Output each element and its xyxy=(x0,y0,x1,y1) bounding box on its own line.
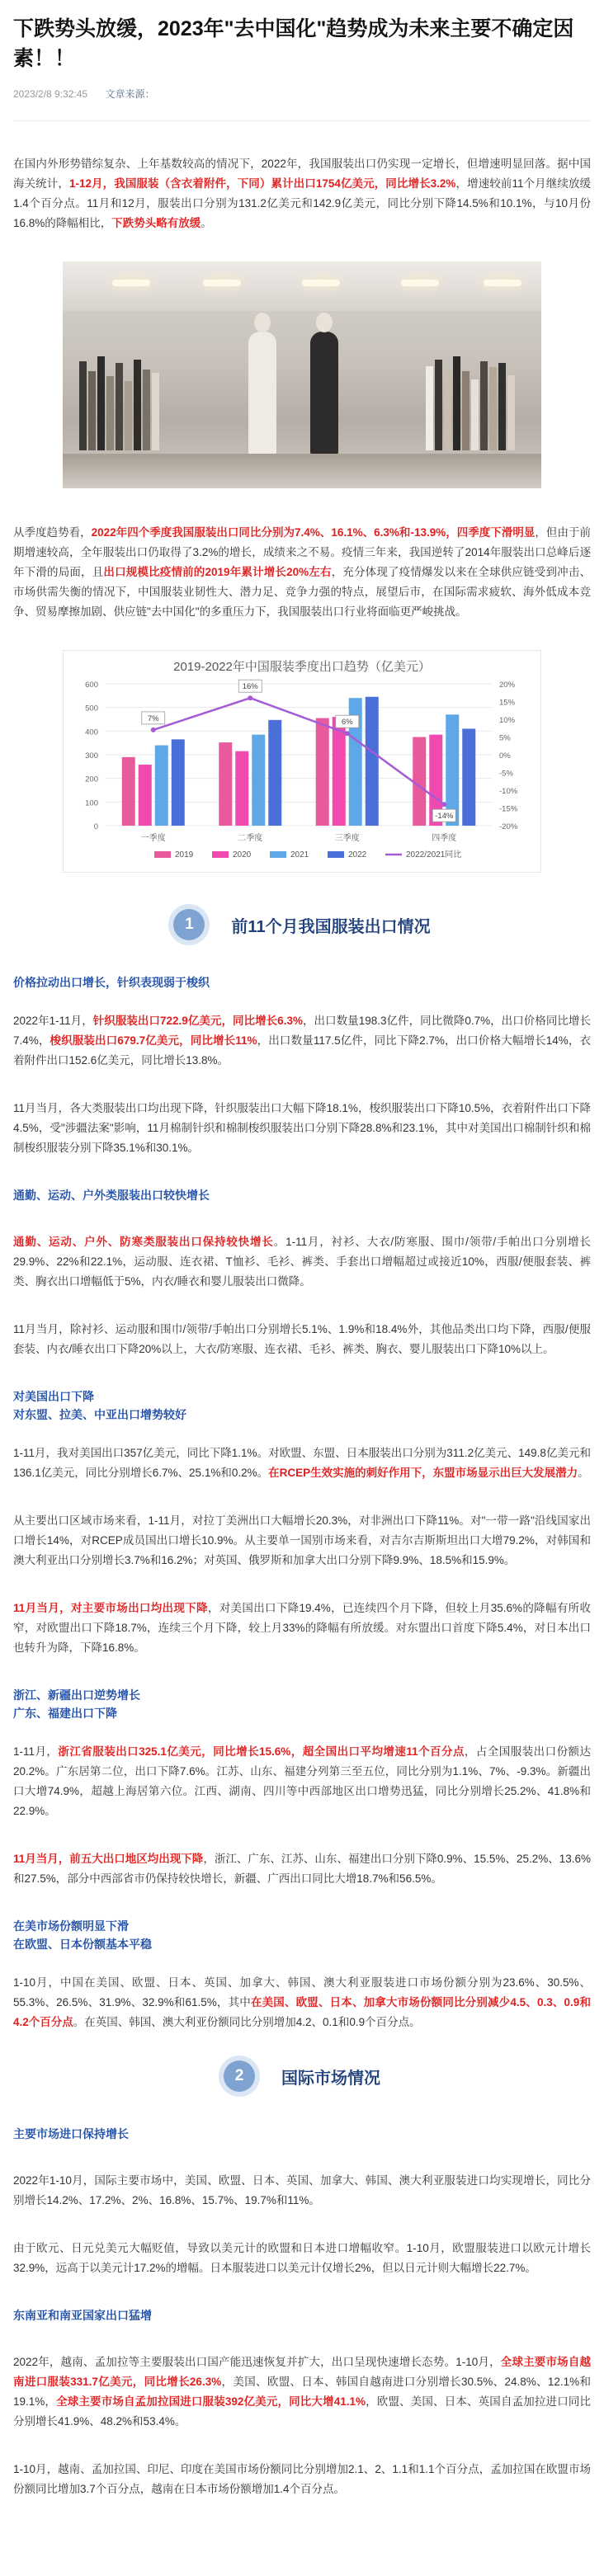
heading-province xyxy=(13,1686,591,1722)
highlight-text: 1-12月，我国服装（含衣着附件，下同）累计出口1754亿美元，同比增长3.2% xyxy=(68,177,456,190)
yoy-point xyxy=(248,695,252,700)
asean-paragraph-1 xyxy=(13,2352,591,2432)
legend-swatch xyxy=(328,851,344,858)
province-paragraph-1 xyxy=(13,1742,591,1821)
y-tick-label: 100 xyxy=(85,798,98,808)
body-text: 。在英国、韩国、澳大利亚份额同比分别增加4.2、0.1和0.9个百分点。 xyxy=(73,2016,421,2028)
body-text: ，出口数量198.3亿件，同比微降0.7%，出口价格同比增长7.4%， xyxy=(13,1015,591,1047)
intro-paragraph-1 xyxy=(13,154,591,233)
x-tick-label: 二季度 xyxy=(238,834,263,843)
bar-2019-二季度 xyxy=(219,742,232,826)
body-text: ，浙江、广东、江苏、山东、福建出口分别下降0.9%、15.5%、25.2%、13.6%和27.5%，部分中西部省市仍保持较快增长，新疆、广西出口同比大增18.7%和56.5%。 xyxy=(13,1853,592,1885)
body-text: ，占全国服装出口份额达20.2%。广东居第二位，出口下降7.6%。江苏、山东、福建分列第三至五位，同比分别为1.1%、7%、-9.3%。新疆出口大增74.9%，超越上海居第六位。江西、湖南、四川等中西部地区出口增势迅猛，同比分别增长25.2%、41.8%和22.9%。 xyxy=(13,1745,591,1817)
chart-x-axis xyxy=(141,832,457,843)
bar-2020-一季度 xyxy=(139,765,152,826)
x-tick-label: 一季度 xyxy=(140,834,166,843)
legend-label: 2021 xyxy=(290,850,309,859)
highlight-text: 11月当月，前五大出口地区均出现下降 xyxy=(13,1853,204,1865)
bar-2021-四季度 xyxy=(446,714,459,826)
photo-floor xyxy=(63,454,541,488)
price-paragraph-1 xyxy=(13,1011,591,1071)
yoy-point xyxy=(345,731,350,736)
y-tick-label: 0 xyxy=(93,822,98,831)
x-tick-label: 四季度 xyxy=(432,834,457,843)
body-text: ，充分体现了疫情爆发以来在全球供应链受到冲击、市场供需失衡的情况下，中国服装业韧性大、潜力足、竞争力强的特点，展望后市，在国际需求疲软、海外低成本竞争、贸易摩擦加剧、供应链"去中国化"的多重压力下，我国服装出口行业将面临更严峻挑战。 xyxy=(13,566,591,618)
body-text: 2022年1-11月， xyxy=(13,1015,93,1027)
bar-2021-一季度 xyxy=(155,746,168,826)
y2-tick-label: -15% xyxy=(499,804,518,814)
y2-tick-label: -10% xyxy=(499,787,518,796)
heading-import: 主要市场进口保持增长 xyxy=(13,2127,129,2140)
publish-date: 2023/2/8 9:32:45 xyxy=(13,88,88,100)
body-text: 2022年，越南、孟加拉等主要服装出口国产能迅速恢复并扩大，出口呈现快速增长态势。1-10月， xyxy=(13,2356,501,2368)
heading-province-line-1: 浙江、新疆出口逆势增长 xyxy=(13,1688,140,1702)
share-paragraph-1 xyxy=(13,1973,591,2032)
photo-lamp xyxy=(401,280,439,286)
highlight-text: 在美国、欧盟、日本、加拿大市场份额同比分别减少4.5、0.3、0.9和4.2个百分点 xyxy=(13,1996,591,2028)
bar-2022-三季度 xyxy=(366,697,379,826)
y-tick-label: 200 xyxy=(85,775,98,784)
province-paragraph-2 xyxy=(13,1849,591,1889)
chart-title: 2019-2022年中国服装季度出口趋势（亿美元） xyxy=(173,660,431,674)
photo-ceiling xyxy=(63,261,541,311)
photo-lamp xyxy=(484,280,521,286)
mannequin xyxy=(248,332,276,455)
bar-2022-二季度 xyxy=(268,720,281,826)
highlight-text: 2022年四个季度我国服装出口同比分别为7.4%、16.1%、6.3%和-13.9%，四季度下滑明显 xyxy=(91,526,536,539)
y2-tick-label: 0% xyxy=(499,751,511,761)
heading-asean: 东南亚和南亚国家出口猛增 xyxy=(13,2309,152,2322)
article-title: 下跌势头放缓，2023年"去中国化"趋势成为未来主要不确定因素！！ xyxy=(13,17,574,70)
heading-sport: 通勤、运动、户外类服装出口较快增长 xyxy=(13,1189,210,1202)
highlight-text: 通勤、运动、户外、防寒类服装出口保持较快增长 xyxy=(13,1236,274,1248)
heading-share xyxy=(13,1917,591,1953)
legend-swatch xyxy=(154,851,171,858)
photo-lamp xyxy=(112,280,150,286)
bar-2019-三季度 xyxy=(316,718,329,826)
photo-lamp xyxy=(203,280,241,286)
yoy-data-label: 7% xyxy=(147,713,159,723)
yoy-data-label: -14% xyxy=(435,812,454,822)
us-paragraph-1 xyxy=(13,1443,591,1483)
y-tick-label: 600 xyxy=(85,680,98,690)
yoy-point xyxy=(151,728,156,732)
highlight-text: 出口规模比疫情前的2019年累计增长20%左右 xyxy=(103,566,332,578)
chart-svg xyxy=(64,651,540,872)
section-1-title: 前11个月我国服装出口情况 xyxy=(231,917,431,936)
y-tick-label: 400 xyxy=(85,728,98,737)
yoy-line xyxy=(153,698,445,804)
highlight-text: 针织服装出口722.9亿美元，同比增长6.3% xyxy=(92,1015,303,1027)
highlight-text: 全球主要市场自越南进口服装331.7亿美元，同比增长26.3% xyxy=(13,2356,591,2388)
highlight-text: 全球主要市场自孟加拉国进口服装392亿美元，同比大增41.1% xyxy=(56,2395,366,2408)
body-text: 。 xyxy=(201,217,212,229)
section-1-header xyxy=(13,909,591,940)
bar-2022-一季度 xyxy=(172,739,185,826)
heading-us xyxy=(13,1387,591,1424)
source-label[interactable]: 文章来源： xyxy=(105,88,155,100)
chart-y-axis xyxy=(85,680,98,831)
chart-legend xyxy=(154,849,461,859)
store-photo xyxy=(63,261,541,488)
sport-paragraph-2: 11月当月，除衬衫、运动服和围巾/领带/手帕出口分别增长5.1%、1.9%和18.4%外，其他品类出口均下降，西服/便服套装、内衣/睡衣出口下降20%以上，大衣/防寒服、连衣裙、毛衫、裤类、胸衣、婴儿服装出口下降10%以上。 xyxy=(13,1323,591,1355)
section-2-title: 国际市场情况 xyxy=(281,2069,380,2088)
article-meta xyxy=(13,87,591,101)
quarterly-export-chart xyxy=(63,650,541,873)
photo-lamp xyxy=(302,280,340,286)
yoy-data-label: 6% xyxy=(341,718,353,728)
chart-line xyxy=(142,680,456,822)
heading-share-line-1: 在美市场份额明显下滑 xyxy=(13,1919,129,1933)
body-text: 1-10月，中国在美国、欧盟、日本、英国、加拿大、韩国、澳大利亚服装进口市场份额分别为23.6%、30.5%、55.3%、26.5%、31.9%、32.9%和61.5%，其中 xyxy=(13,1976,591,2009)
y2-tick-label: 20% xyxy=(499,680,516,690)
highlight-text: 下跌势头略有放缓 xyxy=(111,217,201,229)
section-2-header xyxy=(13,2060,591,2092)
heading-share-line-2: 在欧盟、日本份额基本平稳 xyxy=(13,1938,152,1951)
legend-label: 2022/2021同比 xyxy=(406,850,462,859)
highlight-text: 梭织服装出口679.7亿美元，同比增长11% xyxy=(50,1034,257,1047)
section-2-number: 2 xyxy=(224,2060,255,2092)
bar-2020-二季度 xyxy=(235,751,248,826)
intro-paragraph-2 xyxy=(13,523,591,622)
sport-paragraph-1 xyxy=(13,1232,591,1292)
x-tick-label: 三季度 xyxy=(334,834,360,843)
us-paragraph-2: 从主要出口区域市场来看，1-11月，对拉丁美洲出口大幅增长20.3%，对非洲出口下降11%。对"一带一路"沿线国家出口增长14%，对RCEP成员国出口增长10.9%。从主要单一国别市场来看，对吉尔吉斯斯坦出口大增79.2%，对韩国和澳大利亚出口分别增长3.7%和16.2%；对英国、俄罗斯和加拿大出口分别下降9.9%、18.5%和15.9%。 xyxy=(13,1514,591,1566)
legend-label: 2019 xyxy=(175,850,194,859)
body-text: ，出口数量117.5亿件，同比下降2.7%，出口价格大幅增长14%，衣着附件出口152.6亿美元，同比增长13.8%。 xyxy=(13,1034,591,1067)
y2-tick-label: -20% xyxy=(499,822,518,831)
legend-swatch xyxy=(212,851,229,858)
heading-province-line-2: 广东、福建出口下降 xyxy=(13,1707,117,1720)
clothes-rack xyxy=(426,356,533,455)
mannequin-head xyxy=(316,313,333,332)
mannequin-head xyxy=(254,313,271,332)
mannequin xyxy=(310,332,338,455)
y-tick-label: 300 xyxy=(85,751,98,761)
bar-2019-四季度 xyxy=(413,737,426,826)
yoy-point xyxy=(441,802,446,807)
bar-2022-四季度 xyxy=(462,728,475,826)
yoy-data-label: 16% xyxy=(242,682,258,692)
body-text: ，但由于前期增速较高，全年服装出口仍取得了3.2%的增长，成绩来之不易。疫情三年来，我国逆转了2014年服装出口总峰后逐年下滑的局面，且 xyxy=(13,526,591,578)
us-paragraph-3 xyxy=(13,1599,591,1658)
body-text: 。 xyxy=(578,1467,589,1479)
y2-tick-label: -5% xyxy=(499,769,513,779)
bar-2019-一季度 xyxy=(122,757,135,826)
y2-tick-label: 15% xyxy=(499,698,516,708)
body-text: 。1-11月，衬衫、大衣/防寒服、围巾/领带/手帕出口分别增长29.9%、22%和22.1%，运动服、连衣裙、T恤衫、毛衫、裤类、手套出口增幅超过或接近10%，西服/便服套装、裤类、胸衣出口增幅低于5%，内衣/睡衣和婴儿服装出口微降。 xyxy=(13,1236,591,1288)
body-text: ，美国、欧盟、日本、韩国自越南进口分别增长30.5%、24.8%、12.1%和19.1%， xyxy=(13,2376,591,2408)
price-paragraph-2: 11月当月，各大类服装出口均出现下降，针织服装出口大幅下降18.1%，梭织服装出口下降10.5%，衣着附件出口下降4.5%，受"涉疆法案"影响，11月棉制针织和棉制梭织服装出口分别下降28.8%和23.1%，其中对美国出口棉制针织和棉制梭织服装分别下降35.1%和30.1%。 xyxy=(13,1102,591,1154)
body-text: ，对美国出口下降19.4%，已连续四个月下降，但较上月35.6%的降幅有所收窄，对欧盟出口下降18.7%，连续三个月下降，较上月33%的降幅有所放缓。对东盟出口首度下降5.4%，对日本出口也转升为降，下降16.8%。 xyxy=(13,1602,591,1654)
highlight-text: 11月当月，对主要市场出口均出现下降 xyxy=(13,1602,208,1614)
asean-paragraph-2: 1-10月，越南、孟加拉国、印尼、印度在美国市场份额同比分别增加2.1、2、1.1和1.1个百分点，孟加拉国在欧盟市场份额同比增加3.7个百分点，越南在日本市场份额增加1.4个百分点。 xyxy=(13,2463,591,2495)
y2-tick-label: 10% xyxy=(499,716,516,725)
body-text: 1-11月， xyxy=(13,1745,59,1758)
y2-tick-label: 5% xyxy=(499,733,511,743)
y-tick-label: 500 xyxy=(85,704,98,713)
body-text: ，增速较前11个月继续放缓1.4个百分点。11月和12月，服装出口分别为131.2亿美元和142.9亿美元，同比分别下降14.5%和10.1%，与10月份16.8%的降幅相比， xyxy=(13,177,592,229)
highlight-text: 在RCEP生效实施的刺好作用下，东盟市场显示出巨大发展潜力 xyxy=(268,1467,578,1479)
body-text: ，欧盟、美国、日本、英国自孟加拉进口同比分别增长41.9%、48.2%和53.4%。 xyxy=(13,2395,592,2428)
heading-us-line-2: 对东盟、拉美、中亚出口增势较好 xyxy=(13,1408,186,1421)
body-text: 在国内外形势错综复杂、上年基数较高的情况下，2022年，我国服装出口仍实现一定增长，但增速明显回落。据中国海关统计， xyxy=(13,158,591,190)
legend-label: 2020 xyxy=(233,850,252,859)
import-paragraph-1: 2022年1-10月，国际主要市场中，美国、欧盟、日本、英国、加拿大、韩国、澳大利亚服装进口均实现增长，同比分别增长14.2%、17.2%、2%、16.8%、15.7%、19.7%和11%。 xyxy=(13,2174,591,2206)
legend-label: 2022 xyxy=(348,850,367,859)
body-text: 1-11月，我对美国出口357亿美元，同比下降1.1%。对欧盟、东盟、日本服装出口分别为311.2亿美元、149.8亿美元和136.1亿美元，同比分别增长6.7%、25.1%和0.2%。 xyxy=(13,1447,591,1479)
highlight-text: 浙江省服装出口325.1亿美元，同比增长15.6%，超全国出口平均增速11个百分点 xyxy=(58,1745,465,1758)
bar-2021-二季度 xyxy=(252,735,265,826)
legend-swatch xyxy=(270,851,286,858)
clothes-rack xyxy=(79,356,178,455)
meta-divider xyxy=(13,120,591,121)
body-text: 从季度趋势看， xyxy=(13,526,92,539)
section-1-number: 1 xyxy=(173,909,205,940)
import-paragraph-2: 由于欧元、日元兑美元大幅贬值，导致以美元计的欧盟和日本进口增幅收窄。1-10月，欧盟服装进口以欧元计增长32.9%，远高于以美元计17.2%的增幅。日本服装进口以美元计仅增长2%，但以日元计则大幅增长22.7%。 xyxy=(13,2242,591,2274)
chart-y2-axis xyxy=(499,680,518,831)
heading-price: 价格拉动出口增长，针织表现弱于梭织 xyxy=(13,976,210,989)
heading-us-line-1: 对美国出口下降 xyxy=(13,1390,94,1403)
